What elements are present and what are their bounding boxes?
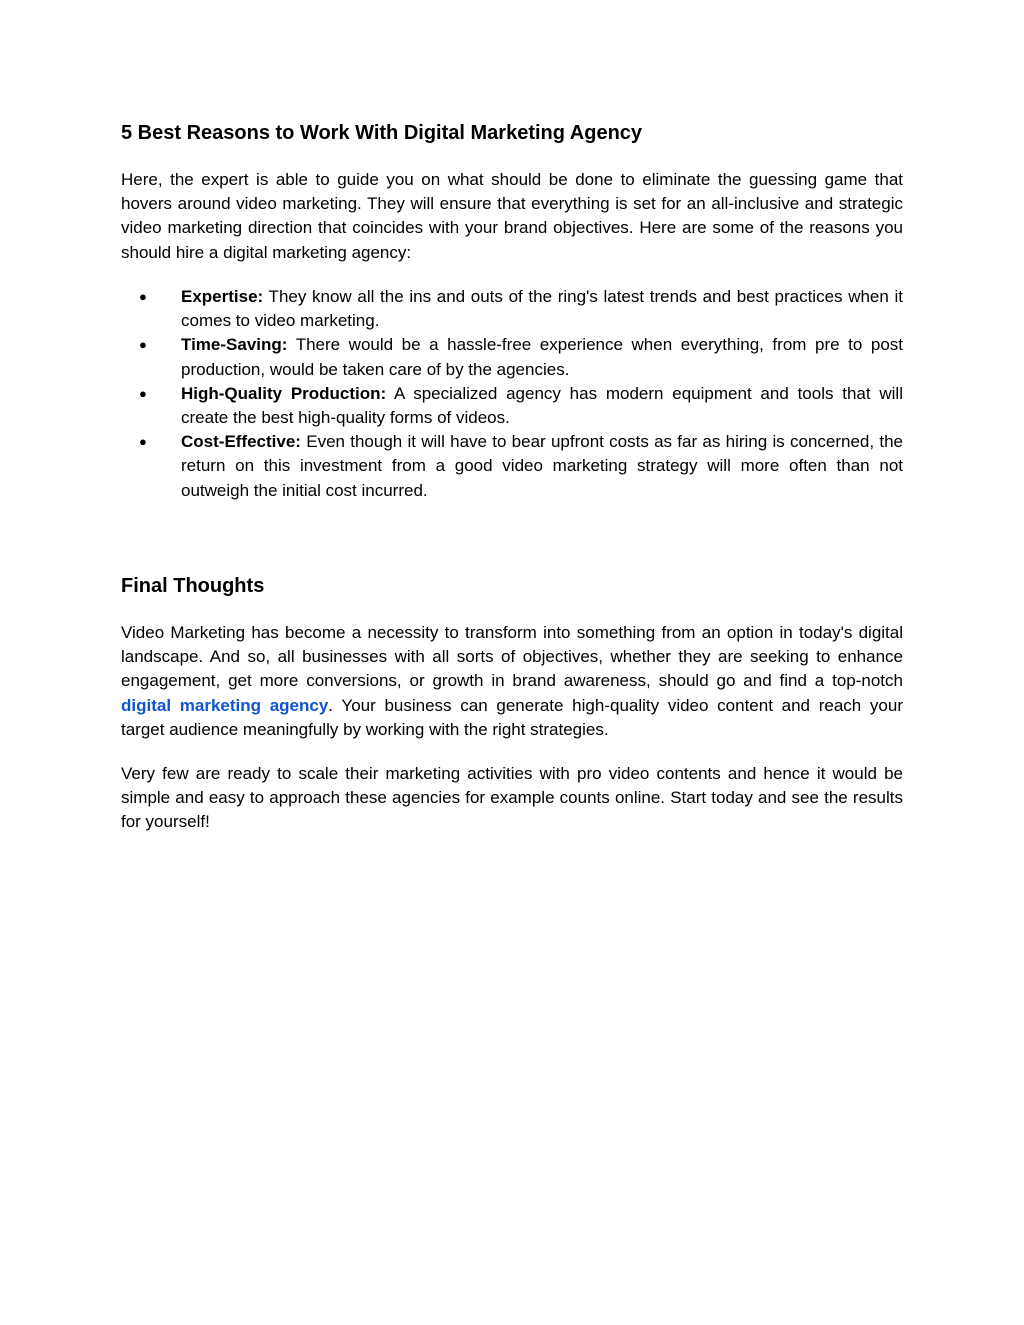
reasons-list [121, 285, 903, 503]
intro-paragraph: Here, the expert is able to guide you on what should be done to eliminate the guessing game that hovers around video marketing. They will ensure that everything is set for an all-inclusive and strategic video marketing direction that coincides with your brand objectives. Here are some of the reasons you should hire a digital marketing agency: [121, 170, 903, 262]
list-item [121, 430, 903, 503]
final-paragraph-1 [121, 621, 903, 742]
reason-title: Time-Saving: [181, 335, 288, 355]
bullet-icon: ● [139, 434, 147, 450]
list-item [121, 285, 903, 333]
bullet-icon: ● [139, 337, 147, 353]
list-item [121, 382, 903, 430]
list-item [121, 333, 903, 381]
section-heading-reasons: 5 Best Reasons to Work With Digital Marketing Agency [121, 122, 643, 144]
reason-text: They know all the ins and outs of the ring's latest trends and best practices when it comes to video marketing. [181, 287, 903, 331]
section-heading-final-thoughts: Final Thoughts [121, 575, 265, 597]
final-paragraph-2: Very few are ready to scale their marketing activities with pro video contents and hence it would be simple and easy to approach these agencies for example counts online. Start today and see the results for yourself! [121, 764, 903, 832]
reason-title: Expertise: [181, 287, 264, 306]
bullet-icon: ● [139, 385, 147, 401]
reason-text: A specialized agency has modern equipment and tools that will create the best high-quality forms of videos. [181, 383, 903, 428]
reason-text: There would be a hassle-free experience when everything, from pre to post production, would be taken care of by the agencies. [181, 335, 903, 379]
digital-marketing-agency-link[interactable]: digital marketing agency [121, 695, 329, 715]
final-paragraph-1-after: . Your business can generate high-quality video content and reach your target audience meaningfully by working with the right strategies. [121, 695, 903, 739]
reason-title: High-Quality Production: [181, 383, 387, 403]
reason-title: Cost-Effective: [181, 432, 301, 452]
bullet-icon: ● [139, 289, 147, 304]
final-paragraph-1-before: Video Marketing has become a necessity to transform into something from an option in today's digital landscape. And so, all businesses with all sorts of objectives, whether they are seeking to enhance engagement, get more conversions, or growth in brand awareness, should go and find a top-notch [121, 623, 903, 691]
reason-text: Even though it will have to bear upfront costs as far as hiring is concerned, the return on this investment from a good video marketing strategy will more often than not outweigh the initial cost incurred. [181, 432, 903, 500]
